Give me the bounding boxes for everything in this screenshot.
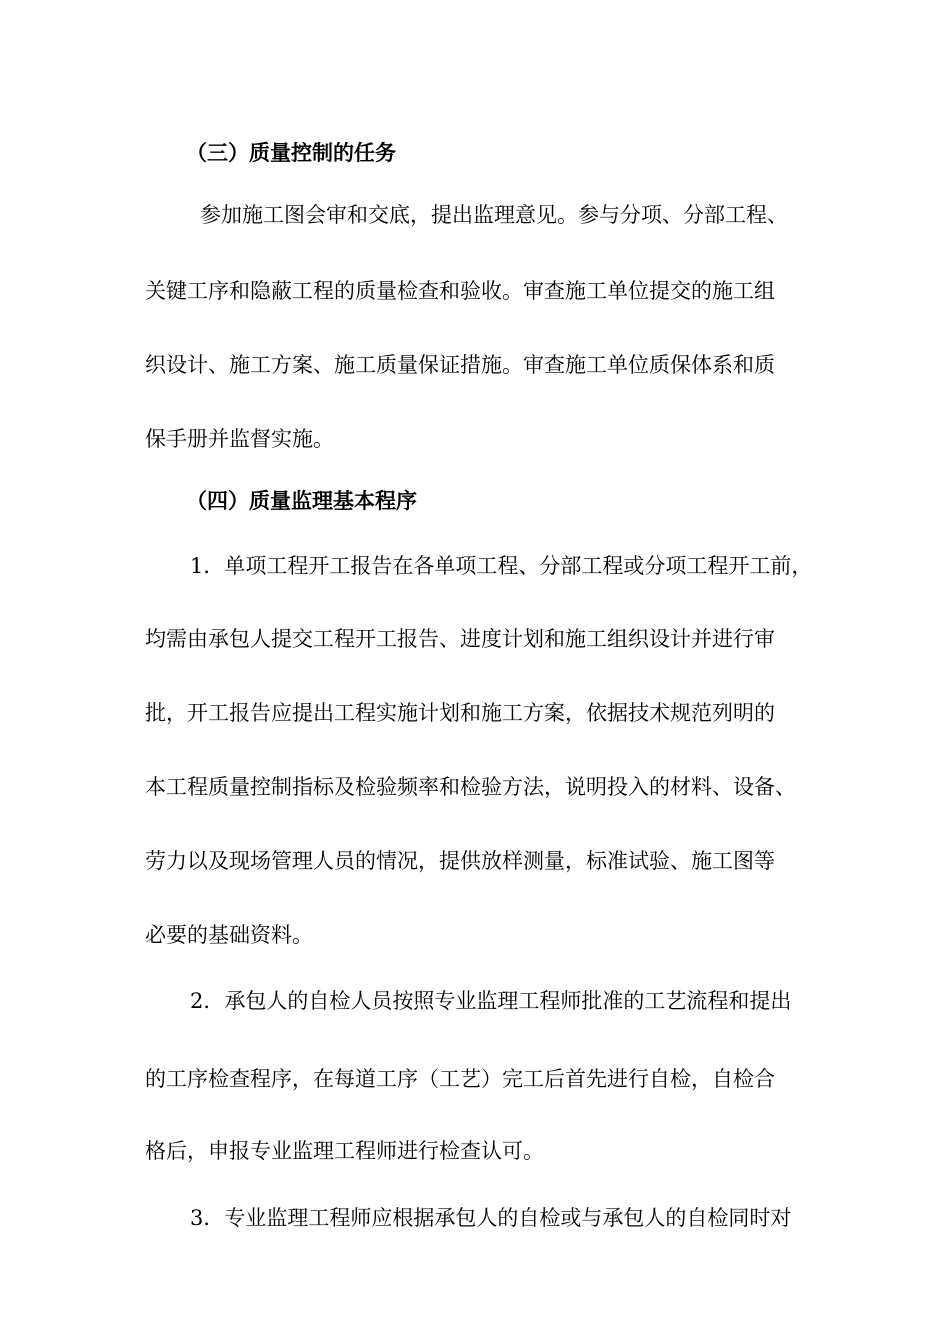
paragraph-line: 劳力以及现场管理人员的情况，提供放样测量，标准试验、施工图等 (145, 849, 775, 873)
paragraph-line: 均需由承包人提交工程开工报告、进度计划和施工组织设计并进行审 (145, 627, 775, 651)
paragraph-line: 2．承包人的自检人员按照专业监理工程师批准的工艺流程和提出 (190, 989, 792, 1013)
paragraph-line: 必要的基础资料。 (145, 923, 313, 947)
paragraph-line: 1．单项工程开工报告在各单项工程、分部工程或分项工程开工前， (190, 554, 813, 578)
paragraph-line: 织设计、施工方案、施工质量保证措施。审查施工单位质保体系和质 (145, 353, 775, 377)
paragraph-line: 关键工序和隐蔽工程的质量检查和验收。审查施工单位提交的施工组 (145, 279, 775, 303)
paragraph-line: 格后，申报专业监理工程师进行检查认可。 (145, 1139, 544, 1163)
paragraph-line: 批，开工报告应提出工程实施计划和施工方案，依据技术规范列明的 (145, 701, 775, 725)
section-heading-quality-supervision-procedure: （四）质量监理基本程序 (186, 488, 417, 513)
paragraph-line: 本工程质量控制指标及检验频率和检验方法，说明投入的材料、设备、 (145, 775, 796, 799)
paragraph-line: 参加施工图会审和交底，提出监理意见。参与分项、分部工程、 (200, 203, 788, 227)
section-heading-quality-control-tasks: （三）质量控制的任务 (186, 140, 396, 165)
paragraph-line: 3．专业监理工程师应根据承包人的自检或与承包人的自检同时对 (190, 1206, 792, 1230)
paragraph-line: 的工序检查程序，在每道工序（工艺）完工后首先进行自检，自检合 (145, 1067, 775, 1091)
paragraph-line: 保手册并监督实施。 (145, 427, 334, 451)
